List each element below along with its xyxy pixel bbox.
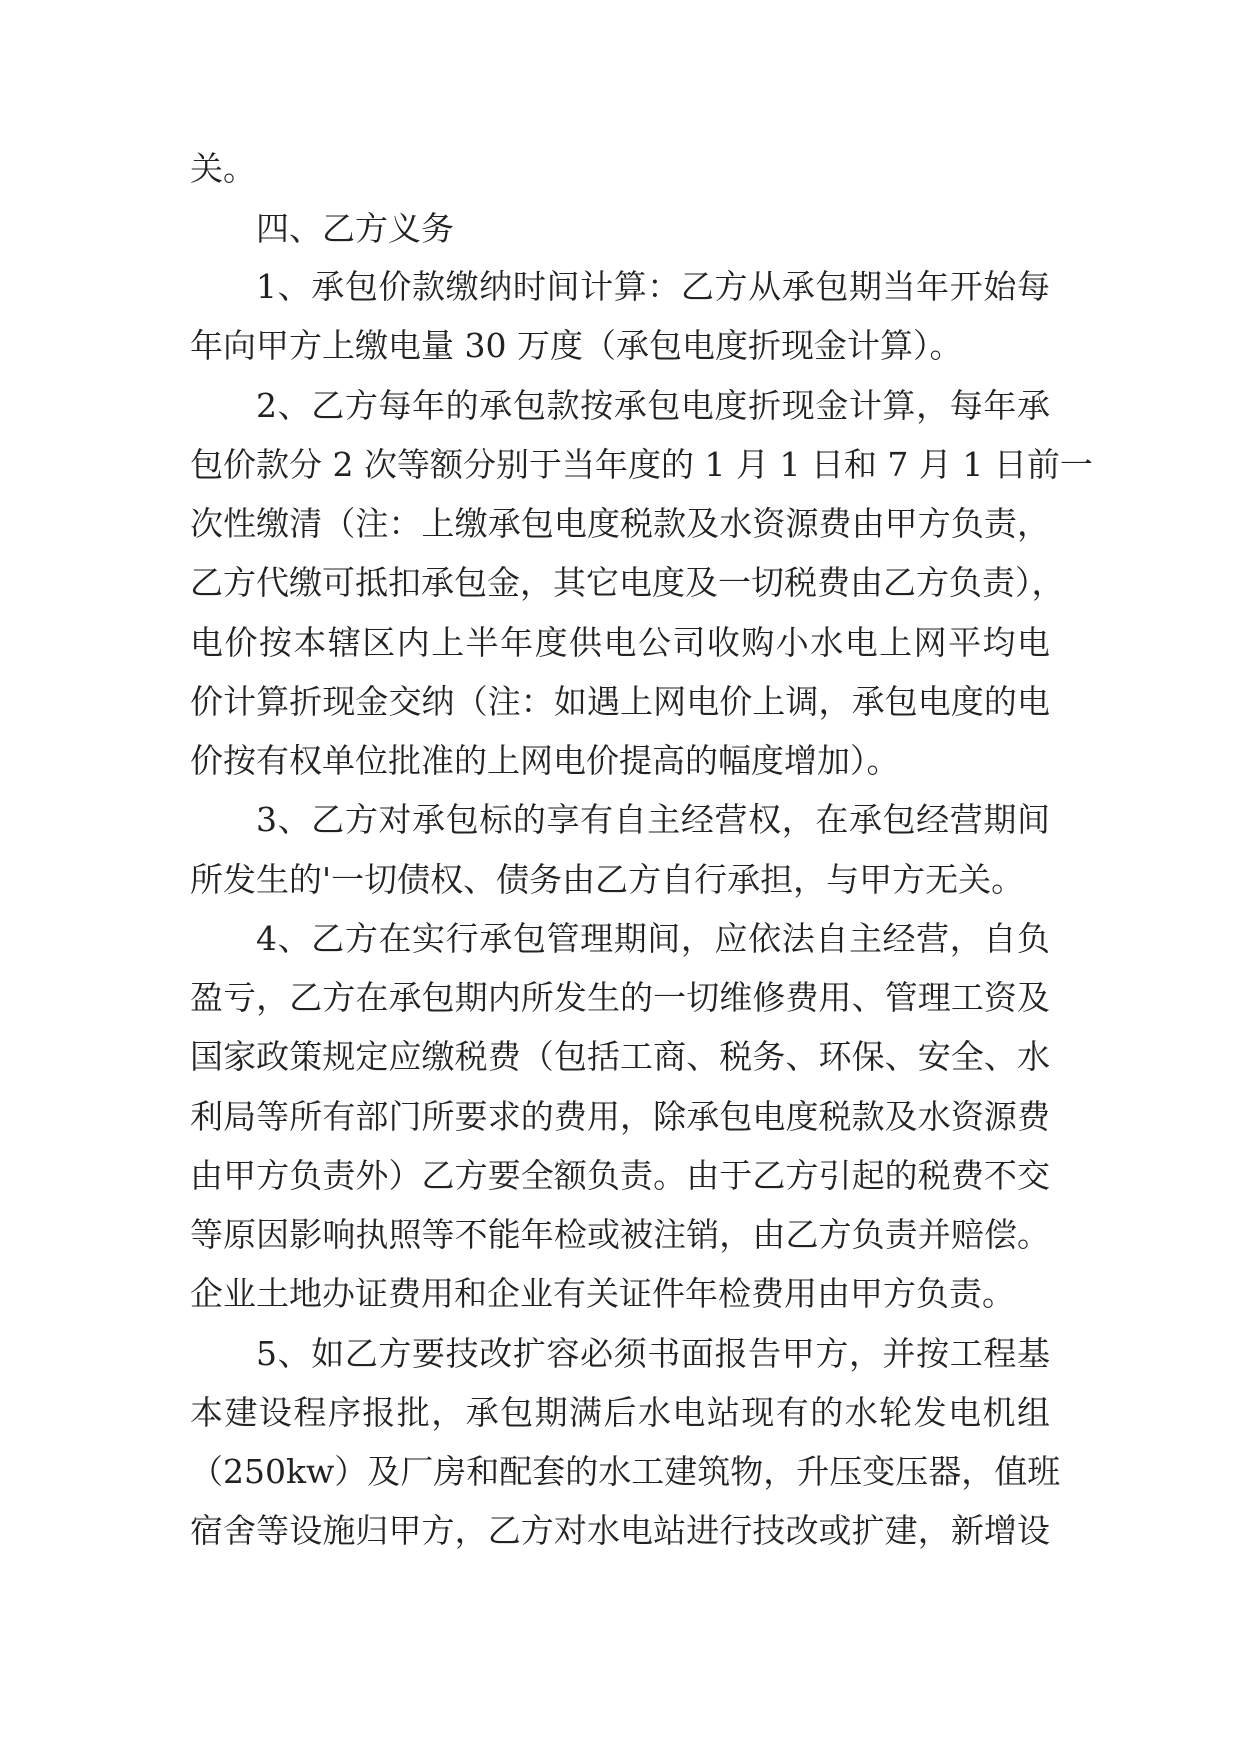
text-line-13: 所发生的'一切债权、债务由乙方自行承担，与甲方无关。: [190, 860, 1025, 899]
text-line-1: 关。: [190, 149, 256, 188]
text-line-4: 年向甲方上缴电量 30 万度（承包电度折现金计算）。: [190, 326, 963, 365]
text-line-3: 1、承包价款缴纳时间计算：乙方从承包期当年开始每: [256, 267, 1050, 306]
text-line-12: 3、乙方对承包标的享有自主经营权，在承包经营期间: [256, 800, 1050, 839]
text-line-18: 由甲方负责外）乙方要全额负责。由于乙方引起的税费不交: [190, 1156, 1050, 1195]
text-line-8: 乙方代缴可抵扣承包金，其它电度及一切税费由乙方负责），: [190, 563, 1065, 602]
text-line-7: 次性缴清（注：上缴承包电度税款及水资源费由甲方负责，: [190, 504, 1050, 543]
text-line-10: 价计算折现金交纳（注：如遇上网电价上调，承包电度的电: [190, 682, 1050, 721]
text-line-22: 本建设程序报批，承包期满后水电站现有的水轮发电机组: [190, 1393, 1050, 1432]
text-line-19: 等原因影响执照等不能年检或被注销，由乙方负责并赔偿。: [190, 1215, 1050, 1254]
text-line-16: 国家政策规定应缴税费（包括工商、税务、环保、安全、水: [190, 1037, 1050, 1076]
text-line-21: 5、如乙方要技改扩容必须书面报告甲方，并按工程基: [256, 1334, 1050, 1373]
text-line-15: 盈亏，乙方在承包期内所发生的一切维修费用、管理工资及: [190, 978, 1050, 1017]
text-line-5: 2、乙方每年的承包款按承包电度折现金计算，每年承: [256, 386, 1050, 425]
text-line-17: 利局等所有部门所要求的费用，除承包电度税款及水资源费: [190, 1097, 1050, 1136]
text-line-9: 电价按本辖区内上半年度供电公司收购小水电上网平均电: [190, 623, 1050, 662]
section-heading-obligations: 四、乙方义务: [256, 209, 454, 248]
text-line-20: 企业土地办证费用和企业有关证件年检费用由甲方负责。: [190, 1274, 1015, 1313]
text-line-11: 价按有权单位批准的上网电价提高的幅度增加）。: [190, 741, 900, 780]
text-line-24: 宿舍等设施归甲方，乙方对水电站进行技改或扩建，新增设: [190, 1511, 1050, 1550]
text-line-14: 4、乙方在实行承包管理期间，应依法自主经营，自负: [256, 919, 1050, 958]
text-line-6: 包价款分 2 次等额分别于当年度的 1 月 1 日和 7 月 1 日前一: [190, 445, 1093, 484]
text-line-23: （250kw）及厂房和配套的水工建筑物，升压变压器，值班: [190, 1452, 1061, 1491]
